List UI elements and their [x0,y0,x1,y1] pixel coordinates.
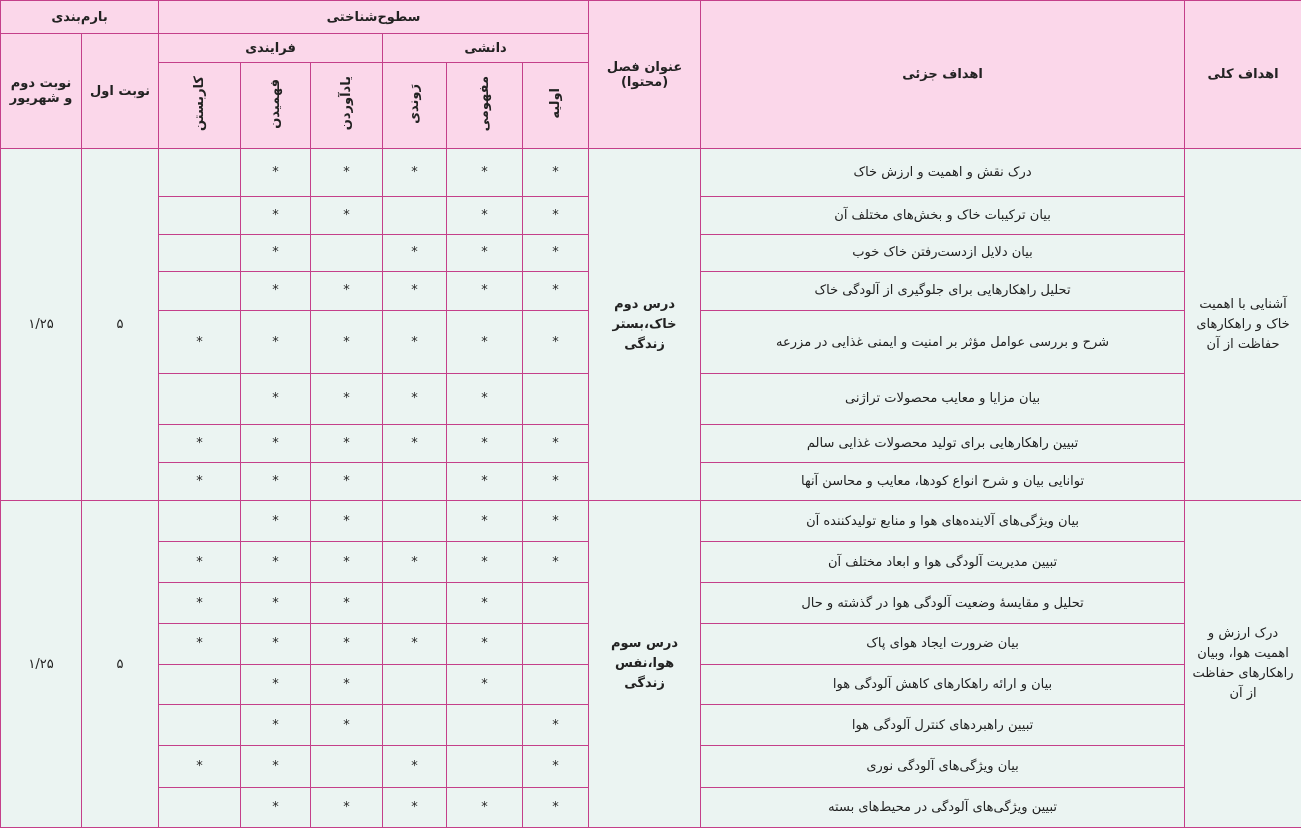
mark-cell: * [523,462,589,500]
mark-cell: * [241,623,311,664]
mark-cell [159,234,241,271]
specific-goal-cell: بیان ویژگی‌های آلاینده‌های هوا و منابع تولیدکننده آن [701,501,1185,542]
mark-cell: * [241,271,311,310]
mark-cell: * [241,746,311,787]
mark-cell [383,583,447,623]
mark-cell [159,197,241,234]
general-goal-cell: آشنایی با اهمیت خاک و راهکارهای حفاظت از آن [1185,149,1301,501]
mark-cell [383,462,447,500]
mark-cell [159,705,241,746]
header-scoring: بارم‌بندی [1,1,159,34]
mark-cell: * [447,664,523,704]
mark-cell: * [311,542,383,583]
mark-cell [159,271,241,310]
mark-cell [311,746,383,787]
mark-cell [383,664,447,704]
mark-cell: * [447,271,523,310]
mark-cell: * [383,787,447,827]
mark-cell: * [447,501,523,542]
header-procedural: رَوندی [407,83,423,124]
mark-cell: * [311,197,383,234]
header-basic: اولیه [548,88,564,119]
mark-cell: * [523,197,589,234]
mark-cell: * [383,542,447,583]
mark-cell: * [447,234,523,271]
header-process: فرایندی [159,34,383,63]
header-basic-cell [523,63,589,149]
mark-cell: * [311,374,383,424]
header-understanding-cell [241,63,311,149]
mark-cell: * [311,664,383,704]
header-second-term: نوبت دوم و شهریور [1,34,82,149]
mark-cell: * [383,746,447,787]
mark-cell: * [159,462,241,500]
mark-cell: * [383,374,447,424]
first-term-score: ۵ [82,149,159,501]
mark-cell [447,705,523,746]
mark-cell: * [383,623,447,664]
mark-cell: * [241,664,311,704]
header-applying-cell [159,63,241,149]
specific-goal-cell: تبیین راهکارهایی برای تولید محصولات غذایی سالم [701,424,1185,462]
header-remembering: یادآوردن [339,76,355,131]
mark-cell: * [523,234,589,271]
mark-cell: * [447,374,523,424]
mark-cell: * [447,149,523,197]
mark-cell: * [523,424,589,462]
mark-cell: * [241,583,311,623]
header-cognitive-levels: سطوح‌شناختی [159,1,589,34]
mark-cell: * [311,271,383,310]
mark-cell [159,501,241,542]
specific-goal-cell: توانایی بیان و شرح انواع کودها، معایب و محاسن آنها [701,462,1185,500]
mark-cell: * [383,310,447,373]
mark-cell: * [159,310,241,373]
specific-goal-cell: بیان ترکیبات خاک و بخش‌های مختلف آن [701,197,1185,234]
mark-cell: * [383,149,447,197]
mark-cell: * [523,787,589,827]
mark-cell: * [523,705,589,746]
mark-cell: * [159,583,241,623]
mark-cell [383,197,447,234]
mark-cell: * [523,310,589,373]
mark-cell: * [447,623,523,664]
header-knowledge: دانشی [383,34,589,63]
header-first-term: نوبت اول [82,34,159,149]
specific-goal-cell: بیان مزایا و معایب محصولات تراژنی [701,374,1185,424]
mark-cell: * [523,542,589,583]
general-goal-cell: درک ارزش و اهمیت هوا، وبیان راهکارهای حفاظت از آن [1185,501,1301,828]
mark-cell [159,374,241,424]
header-applying: کاربستن [192,75,208,132]
mark-cell: * [383,424,447,462]
header-chapter-title: عنوان فصل (محتوا) [589,1,701,149]
mark-cell: * [159,542,241,583]
chapter-title-cell: درس دوم خاک،بستر زندگی [589,149,701,501]
mark-cell: * [311,149,383,197]
mark-cell: * [311,310,383,373]
mark-cell: * [523,271,589,310]
header-understanding: فهمیدن [268,78,284,129]
specific-goal-cell: تحلیل و مقایسهٔ وضعیت آلودگی هوا در گذشته و حال [701,583,1185,623]
mark-cell [523,623,589,664]
mark-cell: * [311,424,383,462]
mark-cell: * [241,705,311,746]
mark-cell [383,705,447,746]
specific-goal-cell: بیان ویژگی‌های آلودگی نوری [701,746,1185,787]
mark-cell: * [447,787,523,827]
table-row [1,149,1301,197]
specific-goal-cell: تبیین ویژگی‌های آلودگی در محیط‌های بسته [701,787,1185,827]
header-specific-goals: اهداف جزئی [701,1,1185,149]
mark-cell: * [447,197,523,234]
specific-goal-cell: تحلیل راهکارهایی برای جلوگیری از آلودگی خاک [701,271,1185,310]
mark-cell: * [241,310,311,373]
mark-cell: * [447,462,523,500]
header-remembering-cell [311,63,383,149]
mark-cell: * [159,746,241,787]
mark-cell [523,583,589,623]
first-term-score: ۵ [82,501,159,828]
specific-goal-cell: بیان دلایل ازدست‌رفتن خاک خوب [701,234,1185,271]
header-general-goals: اهداف کلی [1185,1,1301,149]
mark-cell: * [383,234,447,271]
mark-cell: * [447,542,523,583]
mark-cell [523,374,589,424]
mark-cell [159,787,241,827]
mark-cell: * [241,462,311,500]
chapter-title-cell: درس سوم هوا،نفس زندگی [589,501,701,828]
mark-cell: * [311,705,383,746]
specific-goal-cell: تبیین راهبردهای کنترل آلودگی هوا [701,705,1185,746]
header-conceptual-cell [447,63,523,149]
header-conceptual: مفهومی [477,75,493,132]
mark-cell: * [241,374,311,424]
mark-cell: * [311,787,383,827]
second-term-score: ۱/۲۵ [1,501,82,828]
mark-cell: * [241,542,311,583]
table-row [1,501,1301,542]
specific-goal-cell: بیان و ارائه راهکارهای کاهش آلودگی هوا [701,664,1185,704]
specific-goal-cell: درک نقش و اهمیت و ارزش خاک [701,149,1185,197]
mark-cell: * [311,623,383,664]
mark-cell: * [241,149,311,197]
mark-cell: * [241,787,311,827]
mark-cell: * [383,271,447,310]
mark-cell: * [523,746,589,787]
mark-cell: * [241,197,311,234]
mark-cell [447,746,523,787]
mark-cell: * [241,501,311,542]
mark-cell: * [447,424,523,462]
mark-cell: * [447,310,523,373]
mark-cell: * [241,234,311,271]
second-term-score: ۱/۲۵ [1,149,82,501]
mark-cell [383,501,447,542]
mark-cell [159,149,241,197]
mark-cell: * [241,424,311,462]
mark-cell: * [523,501,589,542]
mark-cell: * [447,583,523,623]
mark-cell [311,234,383,271]
mark-cell: * [523,149,589,197]
mark-cell: * [311,501,383,542]
header-procedural-cell [383,63,447,149]
mark-cell: * [159,623,241,664]
mark-cell: * [311,583,383,623]
mark-cell: * [159,424,241,462]
mark-cell: * [311,462,383,500]
specific-goal-cell: تبیین مدیریت آلودگی هوا و ابعاد مختلف آن [701,542,1185,583]
mark-cell [523,664,589,704]
mark-cell [159,664,241,704]
specific-goal-cell: بیان ضرورت ایجاد هوای پاک [701,623,1185,664]
specific-goal-cell: شرح و بررسی عوامل مؤثر بر امنیت و ایمنی غذایی در مزرعه [701,310,1185,373]
